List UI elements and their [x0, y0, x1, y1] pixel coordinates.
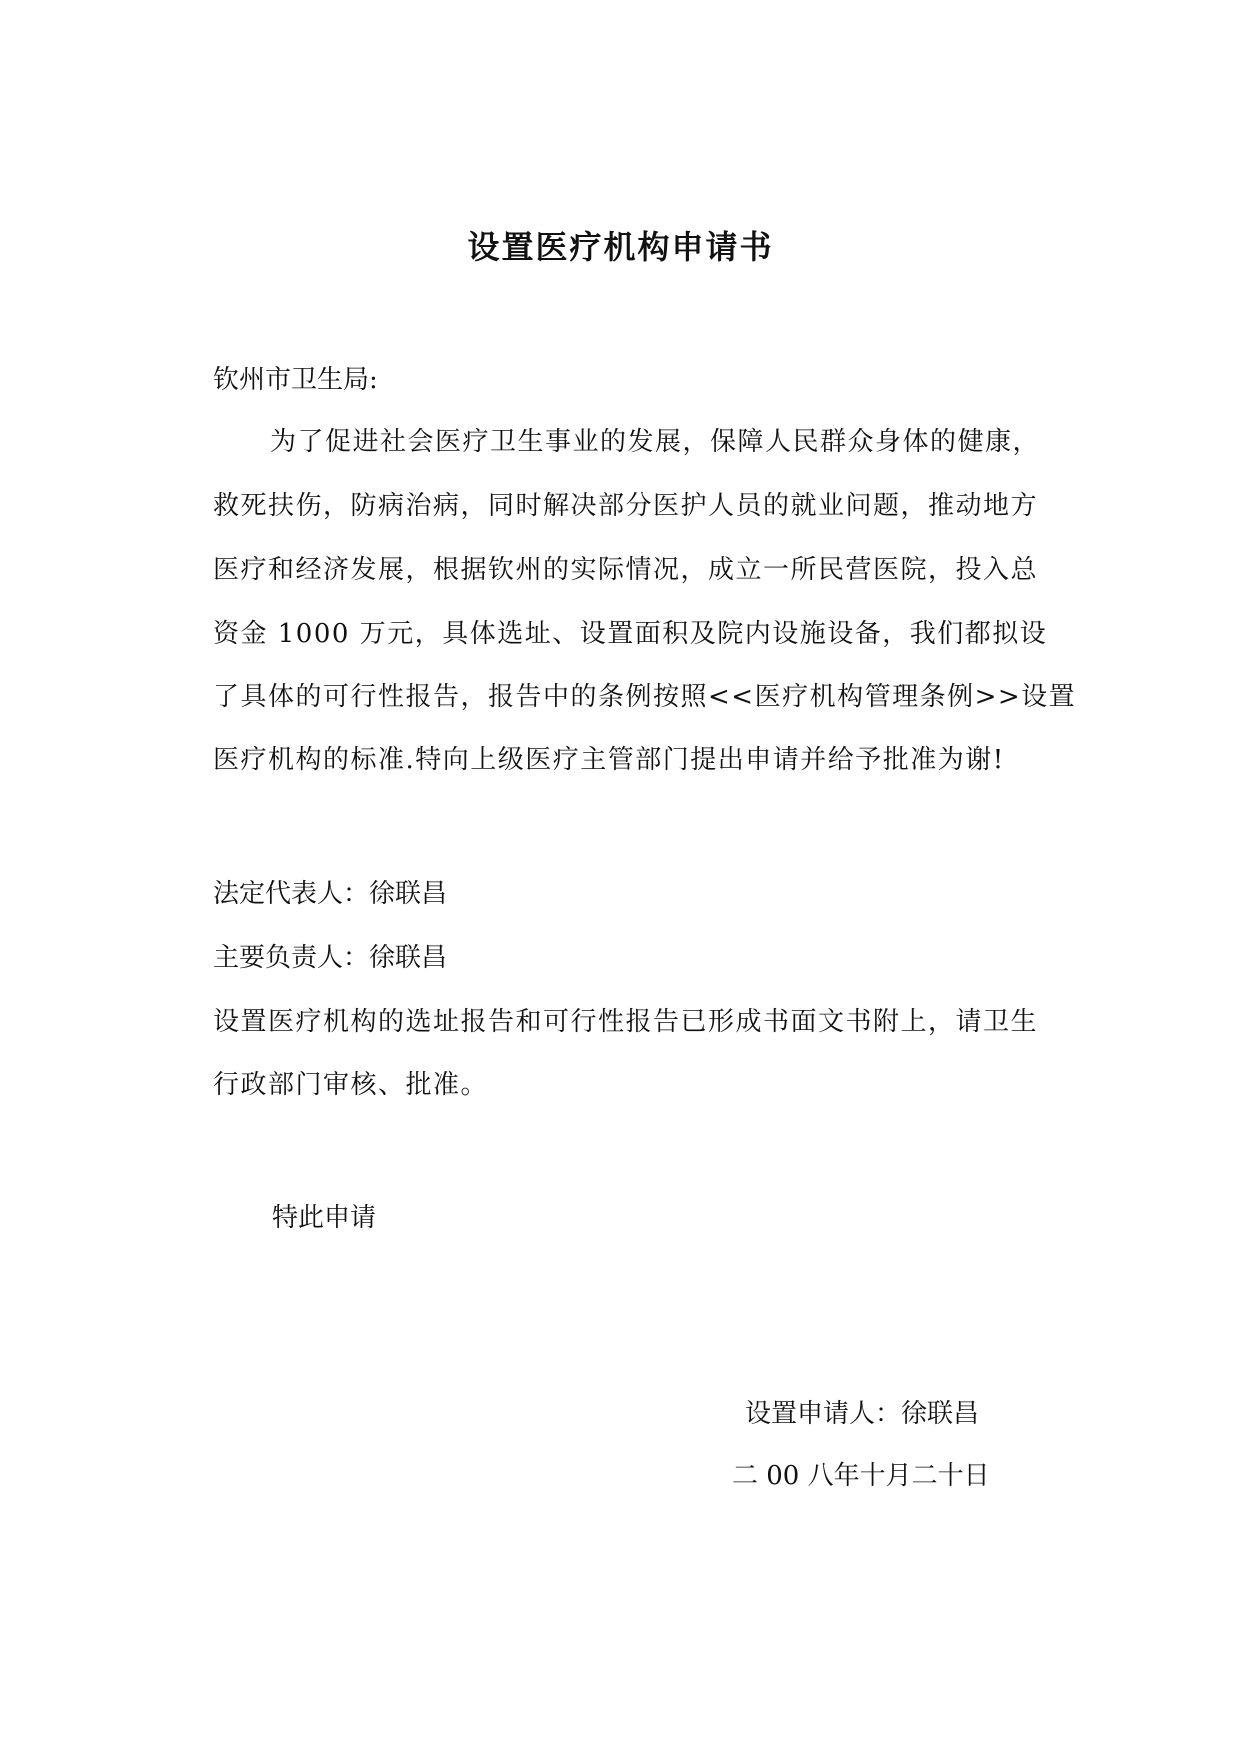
attachment-note-line: 设置医疗机构的选址报告和可行性报告已形成书面文书附上，请卫生 [213, 1007, 1039, 1037]
addressee: 钦州市卫生局: [213, 365, 378, 395]
applicant-signature: 设置申请人：徐联昌 [745, 1399, 980, 1429]
body-paragraph-line: 资金 1000 万元，具体选址、设置面积及院内设施设备，我们都拟设 [213, 619, 1048, 649]
application-date: 二 00 八年十月二十日 [732, 1461, 990, 1491]
attachment-note-line: 行政部门审核、批准。 [213, 1070, 489, 1100]
body-paragraph-line: 医疗和经济发展，根据钦州的实际情况，成立一所民营医院，投入总 [213, 555, 1039, 585]
closing-phrase: 特此申请 [272, 1203, 377, 1233]
document-title: 设置医疗机构申请书 [467, 228, 774, 266]
legal-representative: 法定代表人：徐联昌 [213, 879, 448, 909]
body-paragraph-line: 医疗机构的标准.特向上级医疗主管部门提出申请并给予批准为谢! [213, 745, 1005, 775]
body-paragraph-line: 了具体的可行性报告，报告中的条例按照<<医疗机构管理条例>>设置 [213, 682, 1077, 712]
body-paragraph-line: 为了促进社会医疗卫生事业的发展，保障人民群众身体的健康， [270, 427, 1041, 457]
main-responsible-person: 主要负责人：徐联昌 [213, 943, 448, 973]
body-paragraph-line: 救死扶伤，防病治病，同时解决部分医护人员的就业问题，推动地方 [213, 491, 1039, 521]
